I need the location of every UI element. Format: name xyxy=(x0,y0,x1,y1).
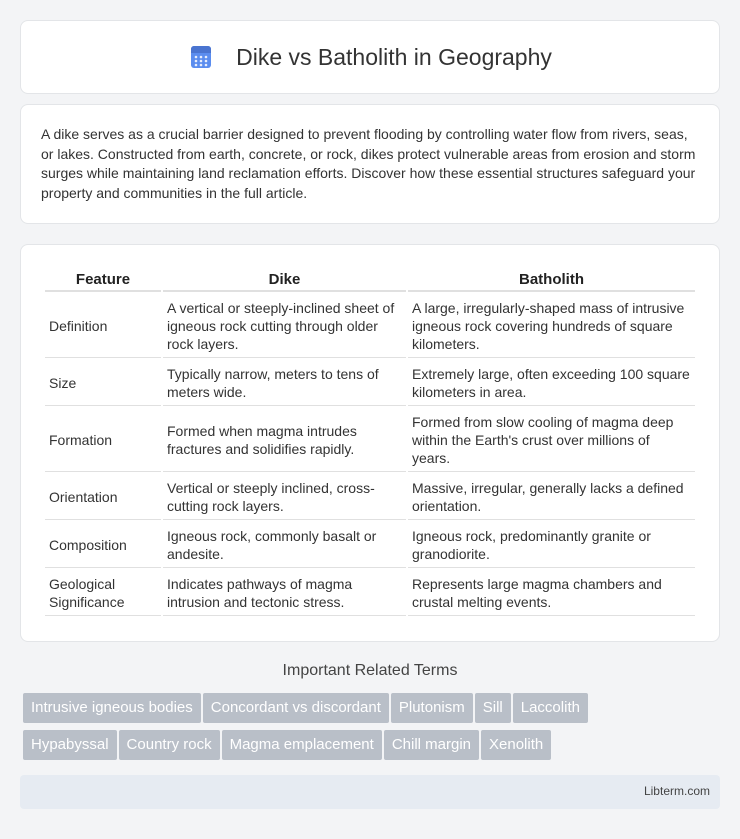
header-batholith: Batholith xyxy=(408,267,695,292)
cell-dike: Igneous rock, commonly basalt or andesite. xyxy=(163,522,406,568)
intro-text: A dike serves as a crucial barrier designed to prevent flooding by controlling water flow from rivers, seas, or lakes. Constructed from earth, concrete, or rock, dikes protect vulnerable areas from erosion and storm surges while maintaining land reclamation efforts. Discover how these essential structures safeguard your property and communities in the full article. xyxy=(41,126,696,201)
tag-concordant-vs-discordant[interactable]: Concordant vs discordant xyxy=(203,693,389,723)
calculator-icon xyxy=(188,44,214,70)
cell-feature: Definition xyxy=(45,294,161,358)
cell-dike: Typically narrow, meters to tens of meters wide. xyxy=(163,360,406,406)
cell-batholith: Formed from slow cooling of magma deep within the Earth's crust over millions of years. xyxy=(408,408,695,472)
page-title-text: Dike vs Batholith in Geography xyxy=(236,43,552,70)
header-dike: Dike xyxy=(163,267,406,292)
table-row xyxy=(45,474,695,520)
tag-hypabyssal[interactable]: Hypabyssal xyxy=(23,730,117,760)
cell-feature: Size xyxy=(45,360,161,406)
page-title xyxy=(188,44,552,71)
tag-magma-emplacement[interactable]: Magma emplacement xyxy=(222,730,382,760)
table-header-row xyxy=(45,267,695,292)
table-row xyxy=(45,522,695,568)
related-tags xyxy=(23,693,723,767)
cell-feature: Orientation xyxy=(45,474,161,520)
table-row xyxy=(45,294,695,358)
tag-country-rock[interactable]: Country rock xyxy=(119,730,220,760)
tag-intrusive-igneous-bodies[interactable]: Intrusive igneous bodies xyxy=(23,693,201,723)
tag-xenolith[interactable]: Xenolith xyxy=(481,730,551,760)
table-row xyxy=(45,360,695,406)
related-terms-section xyxy=(0,662,740,694)
cell-dike: Vertical or steeply inclined, cross-cutting rock layers. xyxy=(163,474,406,520)
cell-dike: Formed when magma intrudes fractures and solidifies rapidly. xyxy=(163,408,406,472)
footer xyxy=(20,775,720,809)
header-feature: Feature xyxy=(45,267,161,292)
cell-feature: Composition xyxy=(45,522,161,568)
cell-feature: Geological Significance xyxy=(45,570,161,616)
cell-dike: Indicates pathways of magma intrusion and tectonic stress. xyxy=(163,570,406,616)
tag-chill-margin[interactable]: Chill margin xyxy=(384,730,479,760)
title-card xyxy=(20,20,720,94)
tag-sill[interactable]: Sill xyxy=(475,693,511,723)
comparison-card xyxy=(20,244,720,642)
cell-batholith: A large, irregularly-shaped mass of intrusive igneous rock covering hundreds of square kilometers. xyxy=(408,294,695,358)
cell-batholith: Massive, irregular, generally lacks a defined orientation. xyxy=(408,474,695,520)
tag-plutonism[interactable]: Plutonism xyxy=(391,693,473,723)
intro-card xyxy=(20,104,720,224)
cell-batholith: Extremely large, often exceeding 100 square kilometers in area. xyxy=(408,360,695,406)
cell-feature: Formation xyxy=(45,408,161,472)
table-row xyxy=(45,570,695,616)
related-terms-heading: Important Related Terms xyxy=(282,662,458,679)
comparison-table xyxy=(43,265,697,618)
tag-laccolith[interactable]: Laccolith xyxy=(513,693,588,723)
cell-batholith: Igneous rock, predominantly granite or granodiorite. xyxy=(408,522,695,568)
cell-batholith: Represents large magma chambers and crustal melting events. xyxy=(408,570,695,616)
table-row xyxy=(45,408,695,472)
footer-link[interactable]: Libterm.com xyxy=(643,784,710,798)
cell-dike: A vertical or steeply-inclined sheet of igneous rock cutting through older rock layers. xyxy=(163,294,406,358)
